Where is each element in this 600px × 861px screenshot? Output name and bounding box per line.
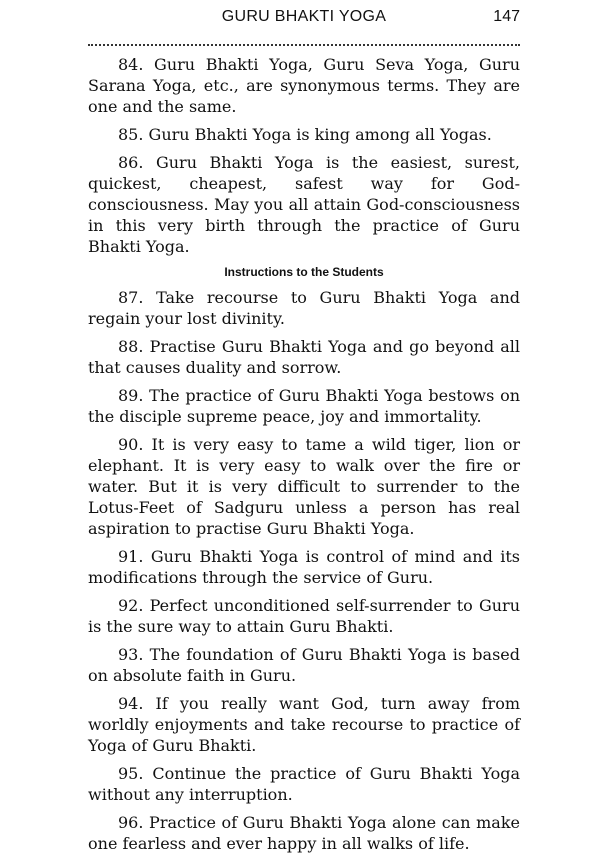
body-text (88, 54, 520, 861)
paragraph-91: 91. Guru Bhakti Yoga is control of mind and its modifications through the service of Guru. (88, 547, 520, 587)
paragraph-86: 86. Guru Bhakti Yoga is the easiest, surest, quickest, cheapest, safest way for God-consciousness. May you all attain God-consciousness in this very birth through the practice of Guru Bhakti Yoga. (88, 153, 520, 256)
running-header (88, 8, 520, 32)
paragraph-93: 93. The foundation of Guru Bhakti Yoga is based on absolute faith in Guru. (88, 645, 520, 685)
paragraph-88: 88. Practise Guru Bhakti Yoga and go beyond all that causes duality and sorrow. (88, 337, 520, 377)
paragraph-84: 84. Guru Bhakti Yoga, Guru Seva Yoga, Guru Sarana Yoga, etc., are synonymous terms. They are one and the same. (88, 55, 520, 116)
paragraph-87: 87. Take recourse to Guru Bhakti Yoga and regain your lost divinity. (88, 288, 520, 328)
running-title: GURU BHAKTI YOGA (221, 8, 387, 25)
page-number: 147 (493, 8, 520, 25)
paragraph-92: 92. Perfect unconditioned self-surrender to Guru is the sure way to attain Guru Bhakti. (88, 596, 520, 636)
paragraph-94: 94. If you really want God, turn away from worldly enjoyments and take recourse to practice of Yoga of Guru Bhakti. (88, 694, 520, 755)
paragraph-96: 96. Practice of Guru Bhakti Yoga alone can make one fearless and ever happy in all walks of life. (88, 813, 520, 853)
paragraph-90: 90. It is very easy to tame a wild tiger, lion or elephant. It is very easy to walk over the fire or water. But it is very difficult to surrender to the Lotus-Feet of Sadguru unless a person has real aspiration to practise Guru Bhakti Yoga. (88, 435, 520, 538)
paragraph-95: 95. Continue the practice of Guru Bhakti Yoga without any interruption. (88, 764, 520, 804)
header-dotted-rule (88, 44, 520, 46)
paragraph-89: 89. The practice of Guru Bhakti Yoga bestows on the disciple supreme peace, joy and immortality. (88, 386, 520, 426)
paragraph-85: 85. Guru Bhakti Yoga is king among all Yogas. (118, 125, 492, 144)
section-heading: Instructions to the Students (224, 265, 384, 279)
